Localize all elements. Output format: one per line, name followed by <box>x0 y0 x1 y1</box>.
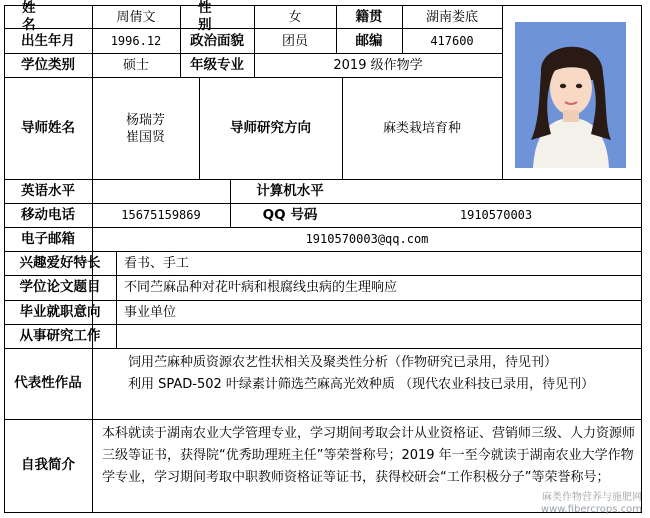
intro-text: 本科就读于湖南农业大学管理专业，学习期间考取会计从业资格证、营销师三级、人力资源师三级等证书，获得院“优秀助理班主任”等荣誉称号；2019 年一至今就读于湖南农业大学作物学专业，学习期间考取中职教师资格证等证书，获得校研会“工作积极分子”等荣誉称号； <box>102 426 636 485</box>
computer-label: 计算机水平 <box>256 182 324 199</box>
research-label: 导师研究方向 <box>230 120 311 136</box>
intro-label: 自我简介 <box>21 457 75 473</box>
phone-label: 移动电话 <box>21 206 75 223</box>
degree-value: 硕士 <box>122 57 149 73</box>
works-list <box>122 349 642 419</box>
postcode-value: 417600 <box>430 33 474 48</box>
thesis-label: 学位论文题目 <box>19 279 101 295</box>
career-value: 事业单位 <box>124 304 177 320</box>
degree-label: 学位类别 <box>21 56 75 73</box>
thesis-value: 不同苎麻品种对花叶病和根腐线虫病的生理响应 <box>124 280 398 295</box>
birth-value: 1996.12 <box>110 33 162 48</box>
email-value: 1910570003@qq.com <box>305 231 429 246</box>
advisor-label: 导师姓名 <box>21 120 75 136</box>
work-item: 饲用苎麻种质资源农艺性状相关及聚类性分析（作物研究已录用，待见刊） <box>128 355 558 370</box>
works-label: 代表性作品 <box>14 375 82 391</box>
work-value <box>116 324 642 348</box>
political-label: 政治面貌 <box>190 32 244 49</box>
postcode-label: 邮编 <box>355 32 383 49</box>
birth-label: 出生年月 <box>21 32 75 49</box>
hobby-value: 看书、手工 <box>124 255 190 271</box>
name-label: 姓 名 <box>22 0 54 33</box>
gender-label: 性 别 <box>198 0 230 33</box>
english-value <box>92 179 230 203</box>
student-profile-table <box>4 0 642 513</box>
advisor-name: 崔国贤 <box>125 129 165 145</box>
political-value: 团员 <box>281 33 308 49</box>
origin-value: 湖南娄底 <box>425 9 478 25</box>
name-value: 周倩文 <box>116 9 156 25</box>
grade-label: 年级专业 <box>190 56 244 73</box>
computer-value <box>350 179 642 203</box>
research-value: 麻类栽培育种 <box>382 121 461 136</box>
qq-label: QQ 号码 <box>262 206 318 223</box>
advisor-name: 杨瑞芳 <box>125 112 165 128</box>
grade-value: 2019 级作物学 <box>333 57 423 73</box>
career-label: 毕业就职意向 <box>19 303 101 320</box>
origin-label: 籍贯 <box>355 8 383 25</box>
watermark <box>541 492 642 516</box>
phone-value: 15675159869 <box>121 207 201 222</box>
advisor-names <box>92 78 199 179</box>
english-label: 英语水平 <box>21 182 75 199</box>
email-label: 电子邮箱 <box>21 230 75 247</box>
hobby-label: 兴趣爱好特长 <box>19 254 101 271</box>
portrait-image <box>515 22 626 168</box>
profile-photo <box>515 22 626 168</box>
work-item: 利用 SPAD-502 叶绿素计筛选苎麻高光效种质 （现代农业科技已录用，待见刊） <box>128 377 595 392</box>
gender-value: 女 <box>288 9 302 25</box>
work-label: 从事研究工作 <box>19 327 101 344</box>
qq-value: 1910570003 <box>459 207 533 222</box>
watermark-url: www.fibercrops.com <box>540 504 642 515</box>
watermark-line: 麻类作物营养与施肥网 <box>542 492 642 503</box>
